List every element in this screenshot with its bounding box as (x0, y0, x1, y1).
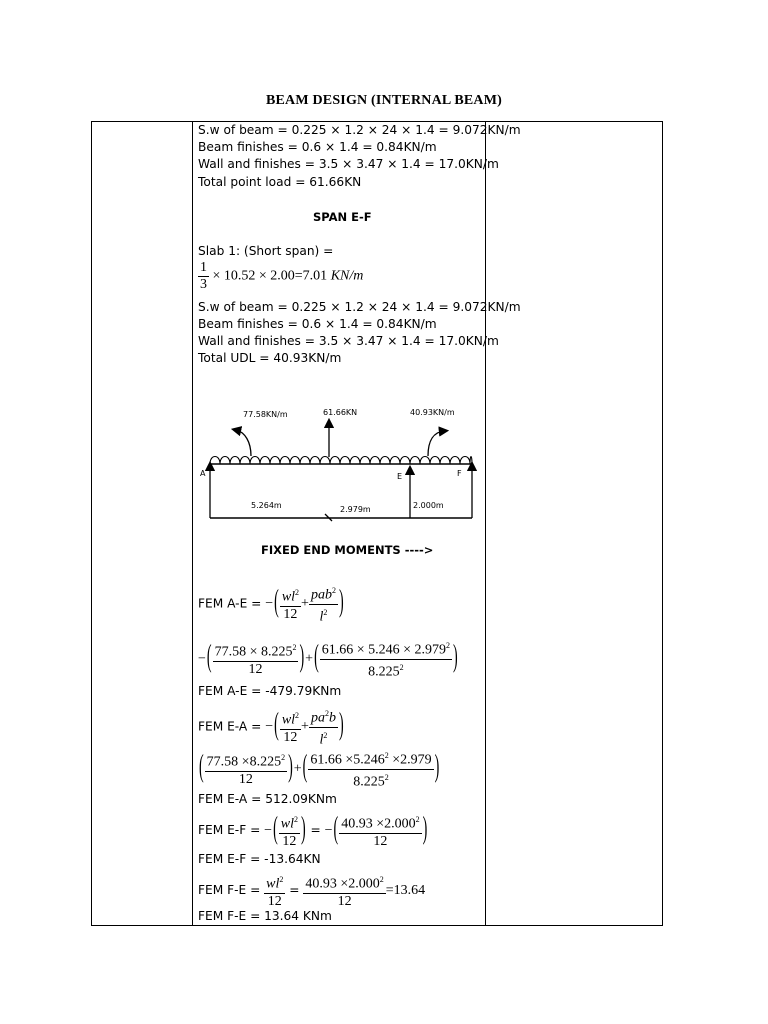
self-weight-line-2: S.w of beam = 0.225 × 1.2 × 24 × 1.4 = 9.072KN/m (198, 300, 521, 314)
fem-fe-result: FEM F-E = 13.64 KNm (198, 909, 332, 923)
wall-finishes-line: Wall and finishes = 3.5 × 3.47 × 1.4 = 17.0KN/m (198, 157, 499, 171)
fem-heading: FIXED END MOMENTS ----> (261, 543, 434, 557)
load-label-udl-ae: 77.58KN/m (243, 410, 288, 419)
udl-arrow-right (428, 431, 444, 456)
fem-ef-formula: FEM E-F = −( $\frac{wl^2}{12}$ ) = −( $\frac{40.93 \times 2.000^2}{12}$ ) (198, 812, 428, 849)
fem-ea-expression: −( $\frac{wl^2}{12}$ + $\frac{pa^2b}{l^2}$ ) (265, 719, 344, 734)
fem-ea-formula: FEM E-A = −( $\frac{wl^2}{12}$ + $\frac{pa^2b}{l^2}$ ) (198, 706, 345, 748)
load-label-point: 61.66KN (323, 408, 358, 417)
udl-arrow-left (236, 430, 251, 456)
beam-finishes-line: Beam finishes = 0.6 × 1.4 = 0.84KN/m (198, 140, 437, 154)
node-e-label: E (397, 472, 403, 481)
node-f-label: F (457, 469, 462, 478)
wall-finishes-line-2: Wall and finishes = 3.5 × 3.47 × 1.4 = 17.0KN/m (198, 334, 499, 348)
fem-ea-substitution: ( $\frac{77.58 \times 8.225^2}{12}$ )+( $\frac{61.66 \times 5.246^2 \times 2.979}{8.225^2}$ ) (198, 748, 440, 790)
fem-ae-expression: −( $\frac{wl^2}{12}$ + $\frac{pab^2}{l^2}$ ) (265, 596, 344, 611)
slab-fraction: $\frac{1}{3}$ (200, 260, 207, 292)
column-divider-left (192, 122, 193, 925)
page-title: BEAM DESIGN (INTERNAL BEAM) (265, 93, 503, 108)
node-a-label: A (200, 469, 206, 478)
fem-ea-result: FEM E-A = 512.09KNm (198, 792, 337, 806)
dim-label-3: 2.000m (413, 501, 444, 510)
fem-ae-result: FEM A-E = -479.79KNm (198, 684, 342, 698)
span-heading: SPAN E-F (313, 210, 372, 224)
dim-label-1: 5.264m (251, 501, 282, 510)
column-divider-right (485, 122, 486, 925)
fem-fe-formula: FEM F-E = $\frac{wl^2}{12}$ = $\frac{40.93 \times 2.000^2}{12}$ =13.64 (198, 872, 425, 910)
total-point-load-line: Total point load = 61.66KN (198, 175, 362, 189)
fem-ae-formula: FEM A-E = −( $\frac{wl^2}{12}$ + $\frac{pab^2}{l^2}$ ) (198, 583, 345, 625)
slab-formula: $\frac{1}{3}$ × 10.52 × 2.00=7.01 KN/m (200, 260, 364, 292)
fem-ae-substitution: −( $\frac{77.58 \times 8.225^2}{12}$ )+( $\frac{61.66 \times 5.246 \times 2.979^2}{8.225^2}$ ) (198, 638, 459, 680)
udl-scallops (210, 457, 472, 465)
slab-line: Slab 1: (Short span) = (198, 244, 334, 258)
beam-finishes-line-2: Beam finishes = 0.6 × 1.4 = 0.84KN/m (198, 317, 437, 331)
total-udl-line: Total UDL = 40.93KN/m (198, 351, 342, 365)
self-weight-line: S.w of beam = 0.225 × 1.2 × 24 × 1.4 = 9.072KN/m (198, 123, 521, 137)
dim-label-2: 2.979m (340, 505, 371, 514)
fem-ef-result: FEM E-F = -13.64KN (198, 852, 321, 866)
load-label-udl-ef: 40.93KN/m (410, 408, 455, 417)
beam-diagram (198, 402, 483, 532)
